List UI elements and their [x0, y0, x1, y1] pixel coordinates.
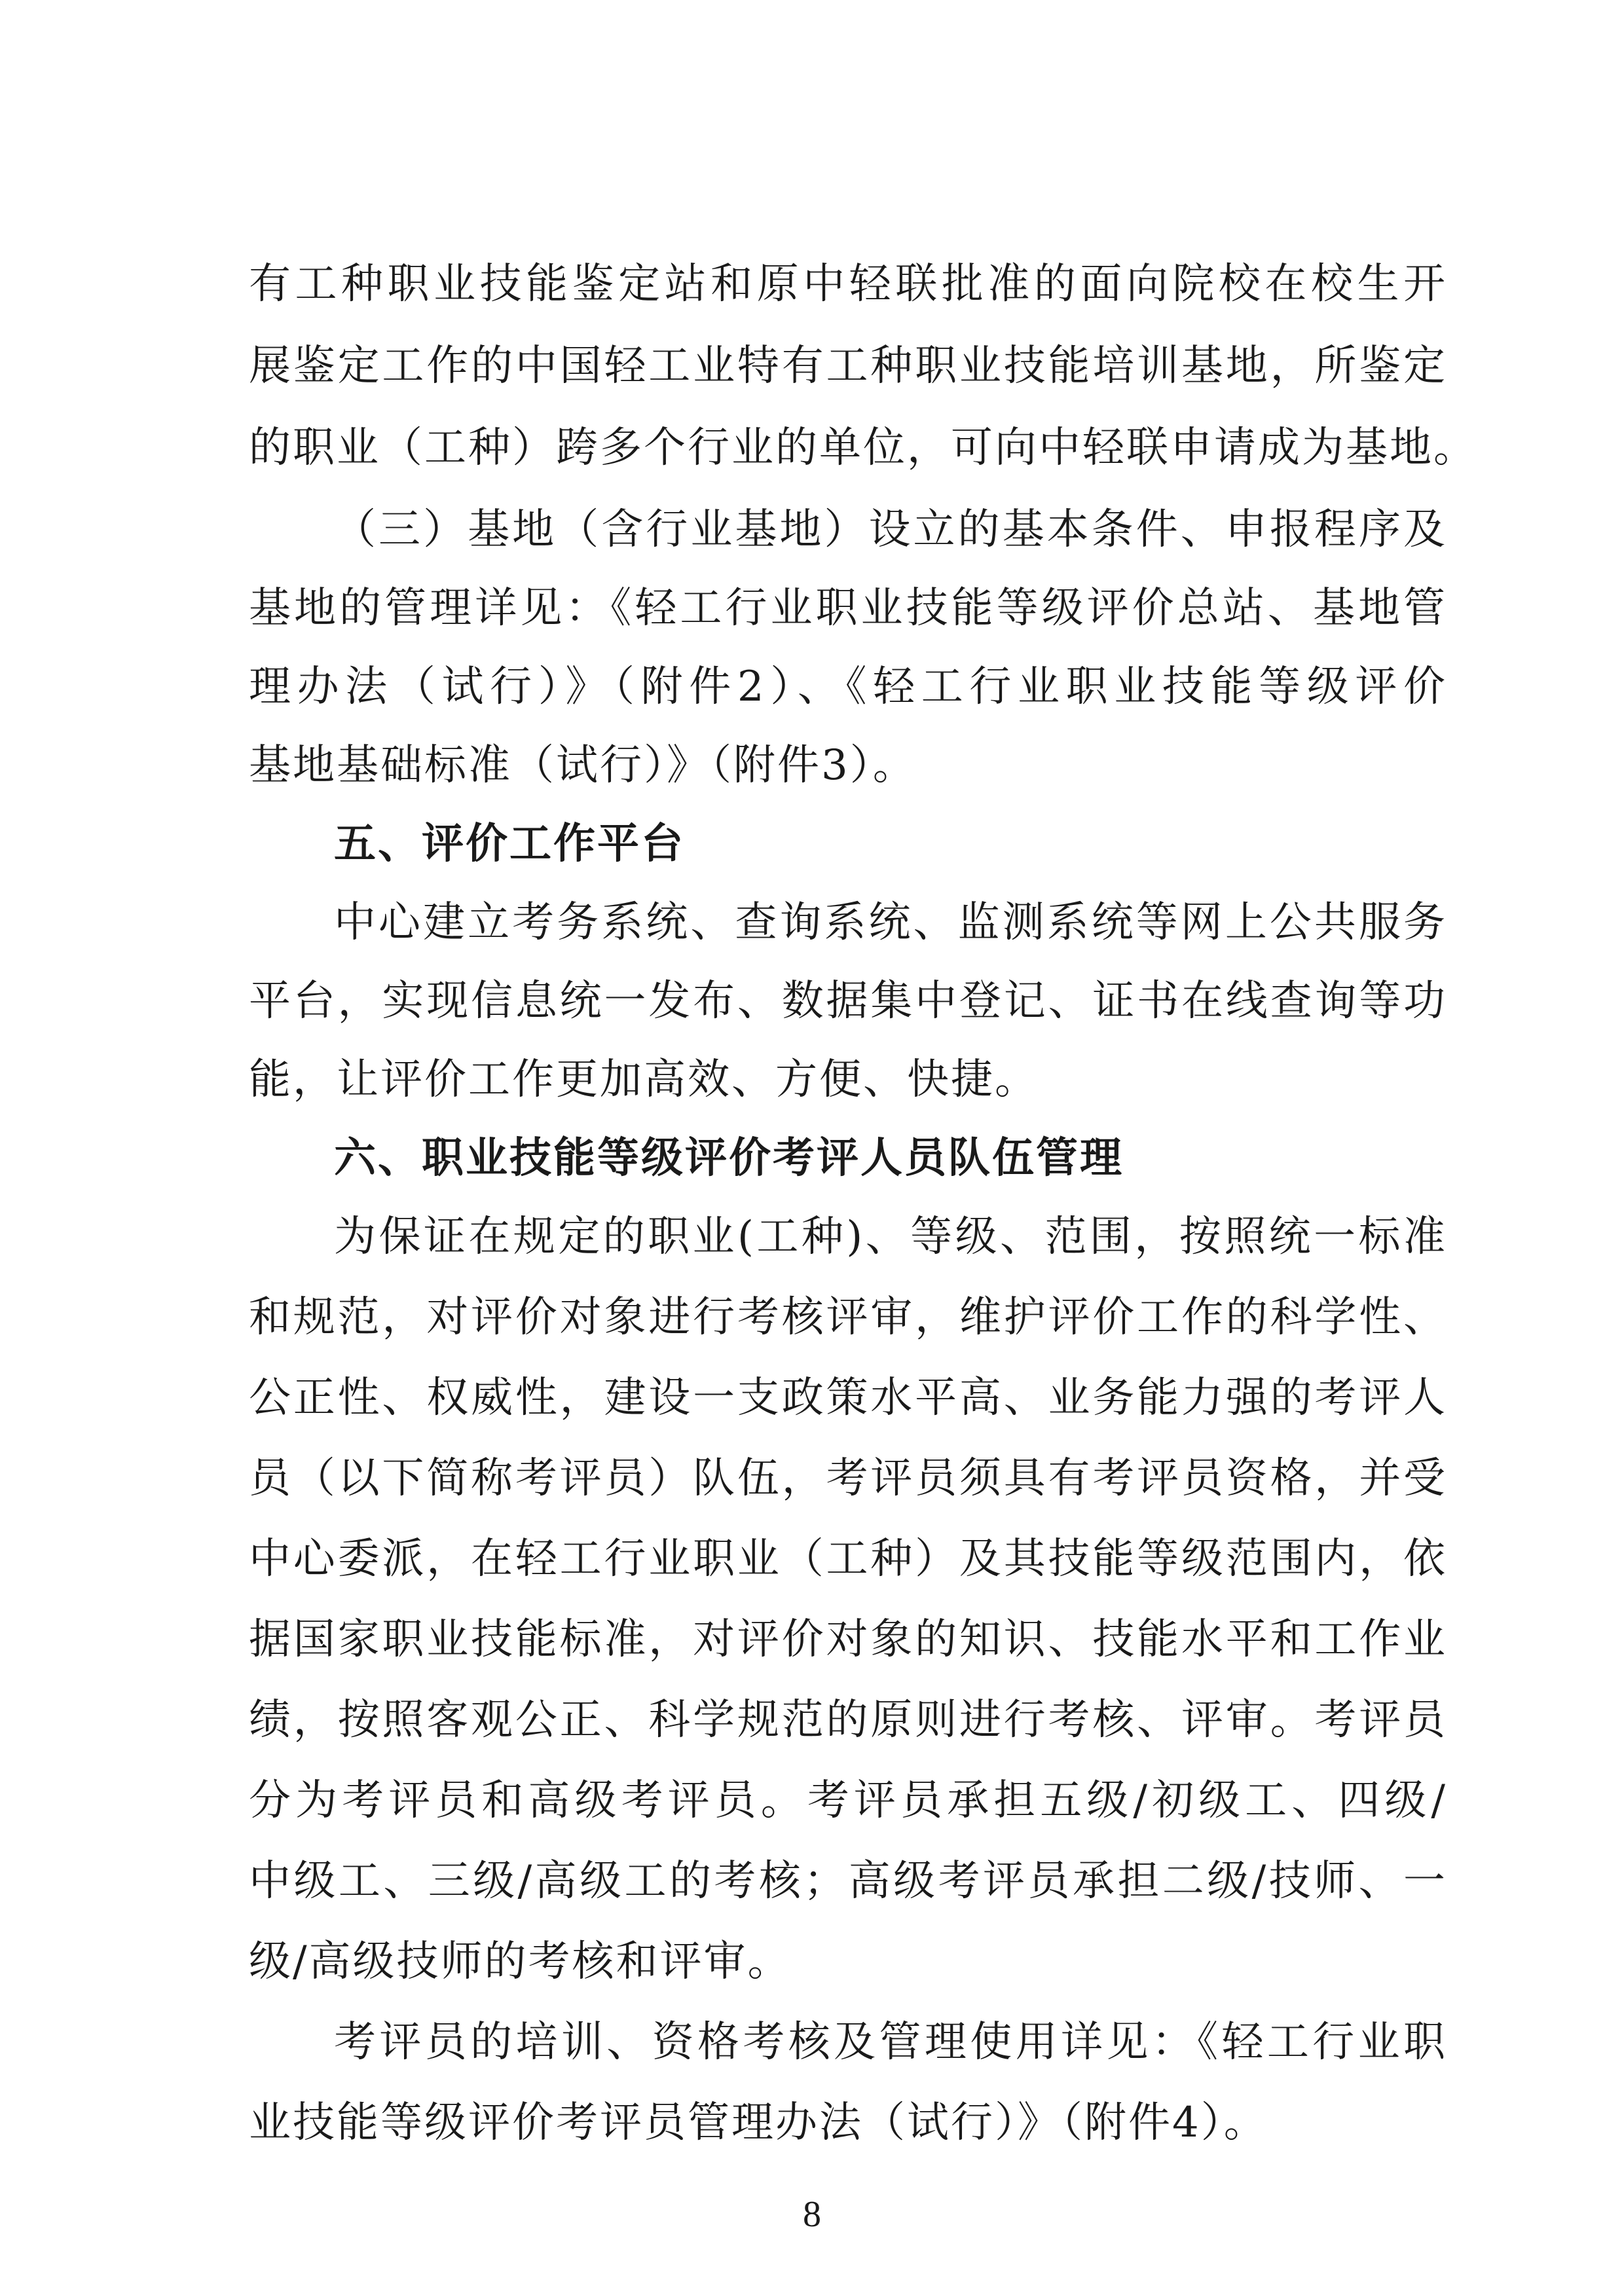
body-text-line: 业技能等级评价考评员管理办法（试行）》（附件4）。 — [249, 2099, 1268, 2147]
body-text-line: 据国家职业技能标准，对评价对象的知识、技能水平和工作业 — [249, 1615, 1447, 1664]
section-heading: 五、评价工作平台 — [334, 819, 685, 868]
body-text-line: 中心委派，在轻工行业职业（工种）及其技能等级范围内，依 — [249, 1535, 1447, 1583]
body-text-line: 中心建立考务系统、查询系统、监测系统等网上公共服务 — [334, 898, 1447, 947]
body-text-line: 展鉴定工作的中国轻工业特有工种职业技能培训基地，所鉴定 — [249, 342, 1447, 390]
body-text-line: 分为考评员和高级考评员。考评员承担五级/初级工、四级/ — [249, 1776, 1447, 1825]
body-text-line: 平台，实现信息统一发布、数据集中登记、证书在线查询等功 — [249, 977, 1447, 1025]
body-text-line: 员（以下简称考评员）队伍，考评员须具有考评员资格，并受 — [249, 1454, 1447, 1503]
body-text-line: 中级工、三级/高级工的考核；高级考评员承担二级/技师、一 — [249, 1857, 1447, 1905]
body-text-line: 基地基础标准（试行）》（附件3）。 — [249, 741, 917, 790]
body-text-line: 绩，按照客观公正、科学规范的原则进行考核、评审。考评员 — [249, 1696, 1447, 1744]
body-text-line: 理办法（试行）》（附件2）、《轻工行业职业技能等级评价 — [249, 663, 1447, 711]
body-text-line: 级/高级技师的考核和评审。 — [249, 1937, 792, 1986]
body-text-line: 考评员的培训、资格考核及管理使用详见：《轻工行业职 — [334, 2018, 1447, 2066]
body-text-line: 为保证在规定的职业(工种)、等级、范围，按照统一标准 — [334, 1213, 1447, 1261]
body-text-line: 的职业（工种）跨多个行业的单位，可向中轻联申请成为基地。 — [249, 424, 1477, 472]
body-text-line: 公正性、权威性，建设一支政策水平高、业务能力强的考评人 — [249, 1374, 1447, 1422]
body-text-line: 有工种职业技能鉴定站和原中轻联批准的面向院校在校生开 — [249, 260, 1447, 308]
body-text-line: 和规范，对评价对象进行考核评审，维护评价工作的科学性、 — [249, 1293, 1447, 1342]
body-text-line: 基地的管理详见：《轻工行业职业技能等级评价总站、基地管 — [249, 584, 1447, 633]
body-text-line: 能，让评价工作更加高效、方便、快捷。 — [249, 1056, 1039, 1104]
section-heading: 六、职业技能等级评价考评人员队伍管理 — [334, 1133, 1124, 1183]
page-number: 8 — [803, 2194, 821, 2235]
body-text-line: （三）基地（含行业基地）设立的基本条件、申报程序及 — [334, 505, 1447, 554]
